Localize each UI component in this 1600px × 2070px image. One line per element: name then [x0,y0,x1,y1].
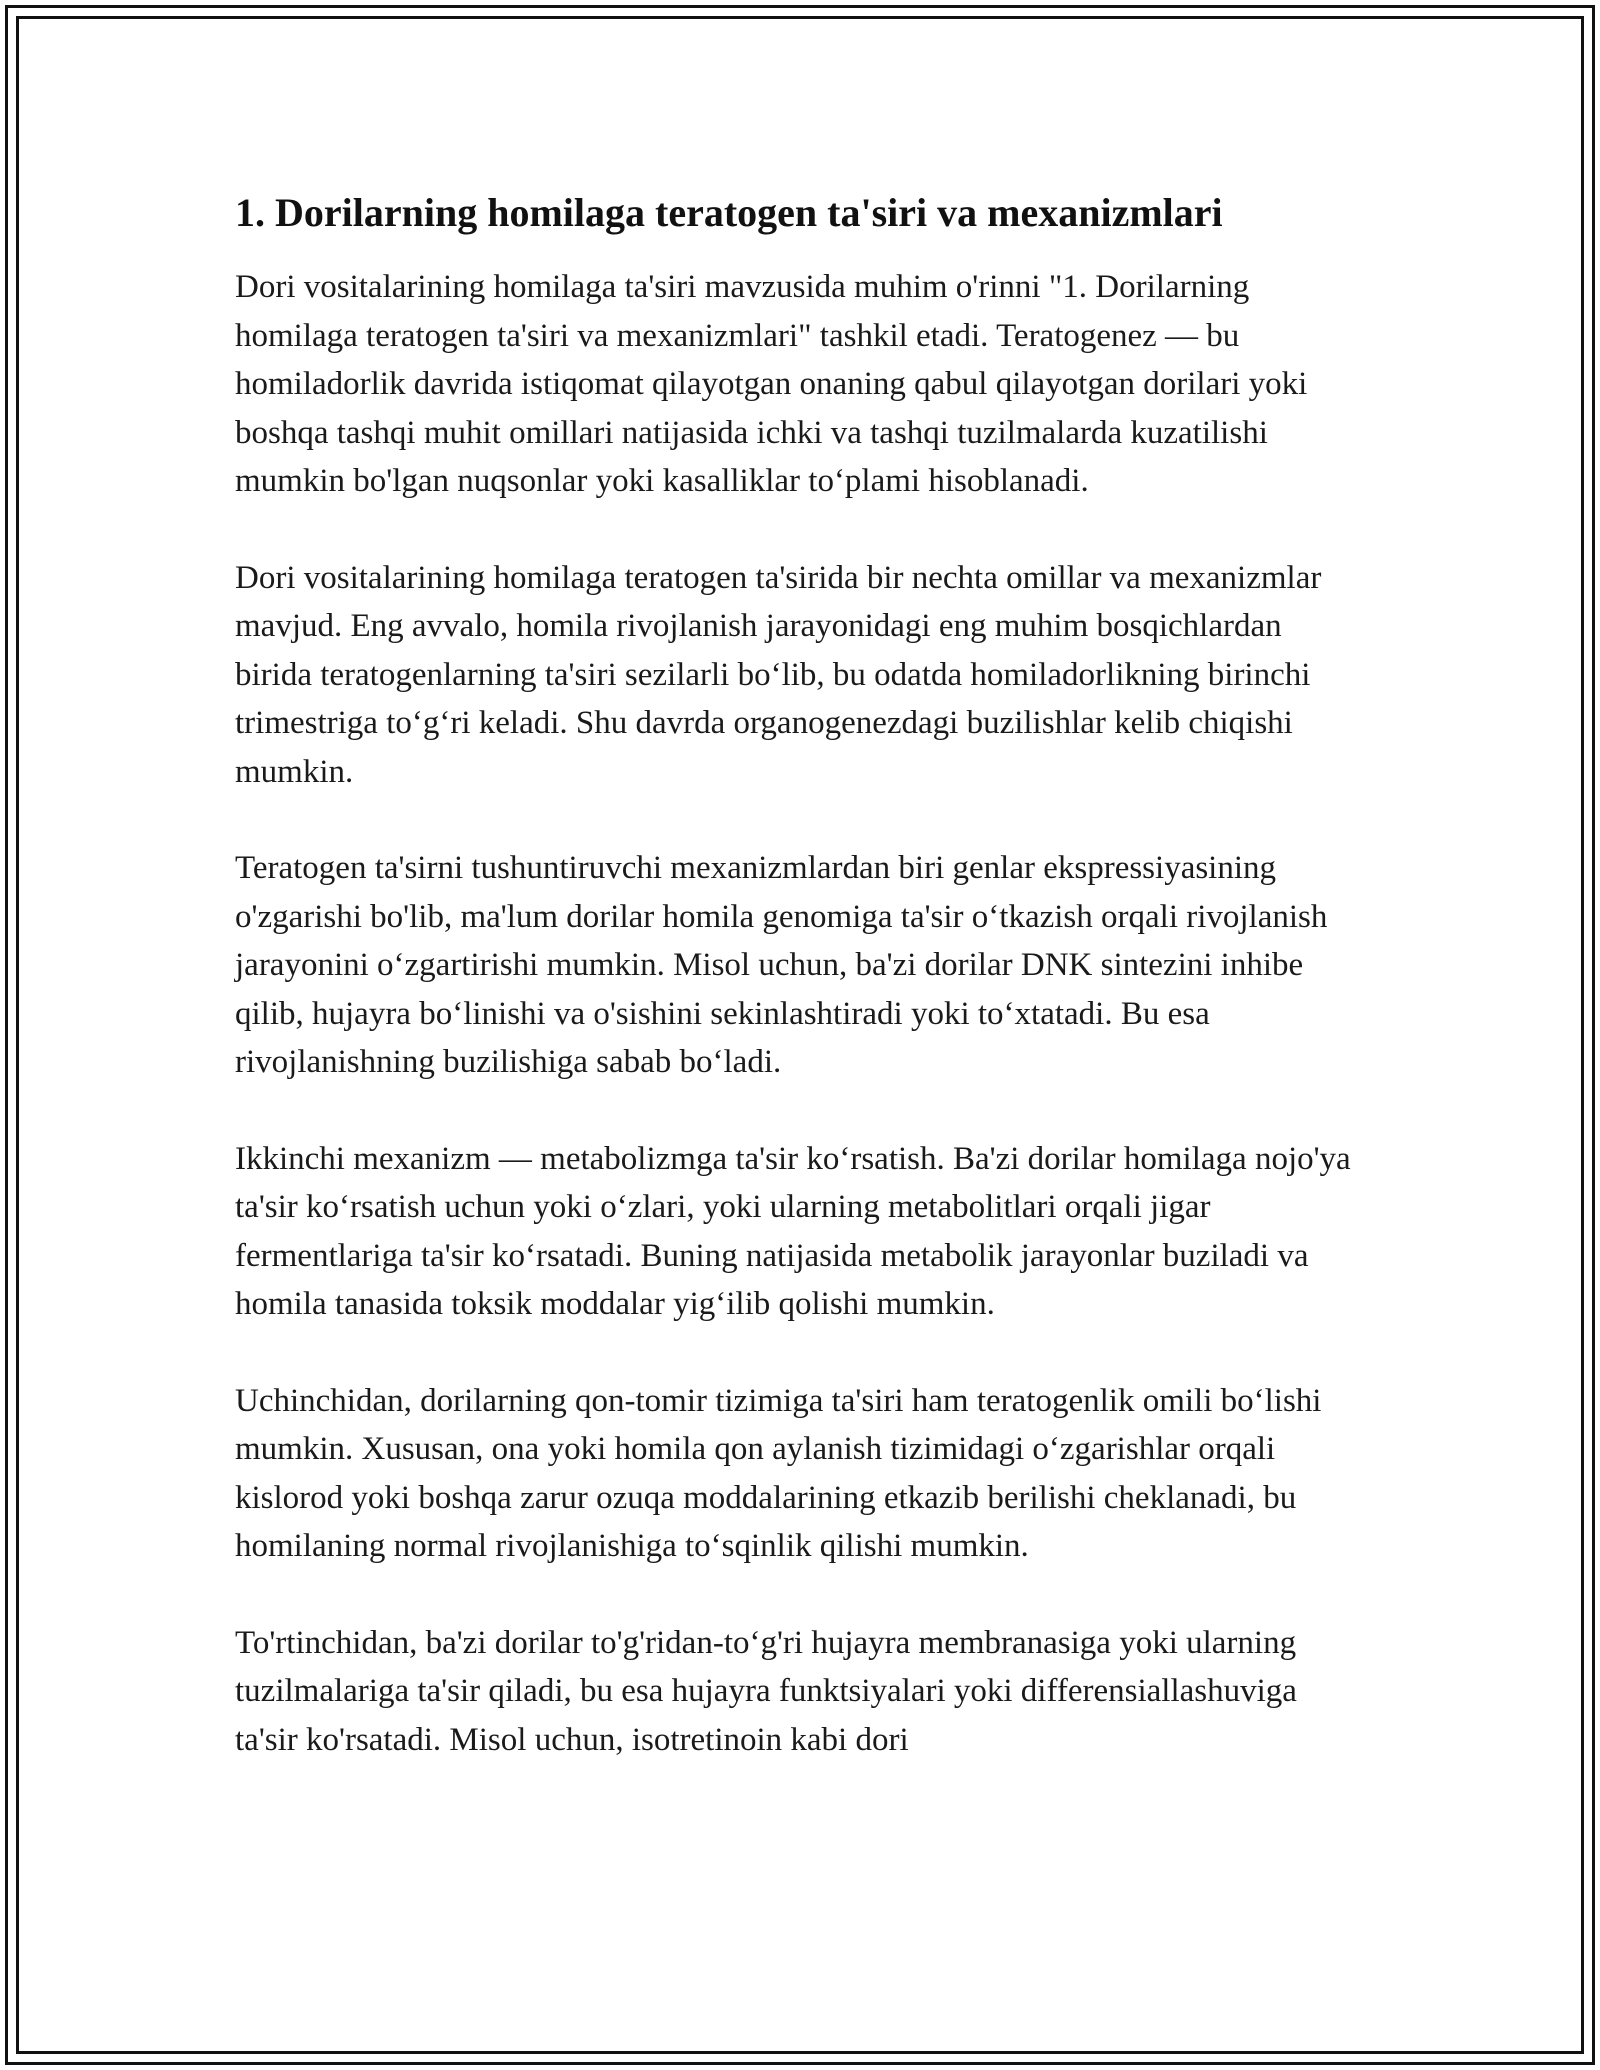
paragraph-2: Dori vositalarining homilaga teratogen ta'sirida bir nechta omillar va mexanizmlar mavjud. Eng avvalo, homila rivojlanish jarayonidagi eng muhim bosqichlardan birida teratogenlarning ta'siri sezilarli bo‘lib, bu odatda homiladorlikning birinchi trimestriga to‘g‘ri keladi. Shu davrda organogenezdagi buzilishlar kelib chiqishi mumkin. [235,559,1322,790]
paragraph-1: Dori vositalarining homilaga ta'siri mavzusida muhim o'rinni "1. Dorilarning homilaga teratogen ta'siri va mexanizmlari" tashkil etadi. Teratogenez — bu homiladorlik davrida istiqomat qilayotgan onaning qabul qilayotgan dorilari yoki boshqa tashqi muhit omillari natijasida ichki va tashqi tuzilmalarda kuzatilishi mumkin bo'lgan nuqsonlar yoki kasalliklar to‘plami hisoblanadi. [235,269,1308,499]
document-body [235,185,1365,1812]
paragraph-6: To'rtinchidan, ba'zi dorilar to'g'ridan-to‘g'ri hujayra membranasiga yoki ularning tuzilmalariga ta'sir qiladi, bu esa hujayra funktsiyalari yoki differensiallashuviga ta'sir ko'rsatadi. Misol uchun, isotretinoin kabi dori [235,1624,1297,1758]
paragraph-4: Ikkinchi mexanizm — metabolizmga ta'sir ko‘rsatish. Ba'zi dorilar homilaga nojo'ya ta'sir ko‘rsatish uchun yoki o‘zlari, yoki ularning metabolitlari orqali jigar fermentlariga ta'sir ko‘rsatadi. Buning natijasida metabolik jarayonlar buziladi va homila tanasida toksik moddalar yig‘ilib qolishi mumkin. [235,1140,1351,1322]
paragraph-5: Uchinchidan, dorilarning qon-tomir tizimiga ta'siri ham teratogenlik omili bo‘lishi mumkin. Xususan, ona yoki homila qon aylanish tizimidagi o‘zgarishlar orqali kislorod yoki boshqa zarur ozuqa moddalarining etkazib berilishi cheklanadi, bu homilaning normal rivojlanishiga to‘sqinlik qilishi mumkin. [235,1382,1322,1564]
document-title: 1. Dorilarning homilaga teratogen ta'siri va mexanizmlari [235,190,1223,235]
paragraph-3: Teratogen ta'sirni tushuntiruvchi mexanizmlardan biri genlar ekspressiyasining o'zgarishi bo'lib, ma'lum dorilar homila genomiga ta'sir o‘tkazish orqali rivojlanish jarayonini o‘zgartirishi mumkin. Misol uchun, ba'zi dorilar DNK sintezini inhibe qilib, hujayra bo‘linishi va o'sishini sekinlashtiradi yoki to‘xtatadi. Bu esa rivojlanishning buzilishiga sabab bo‘ladi. [235,850,1328,1080]
